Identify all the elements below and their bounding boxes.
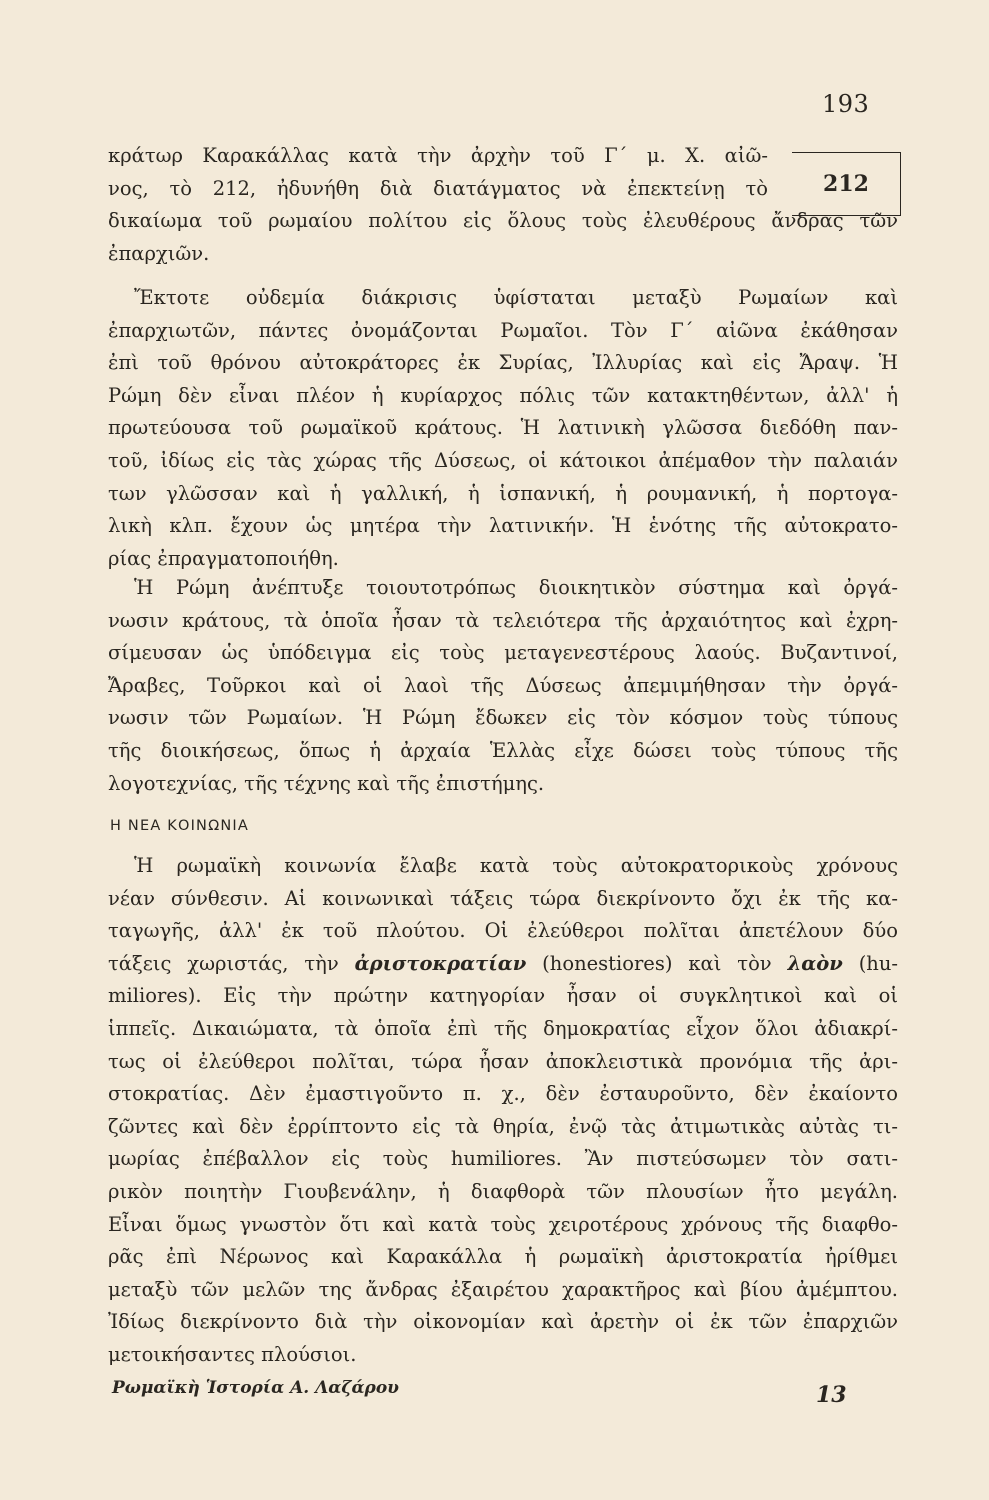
text-line: miliores). Εἰς τὴν πρώτην κατηγορίαν ἦσαν οἱ συγκλητικοὶ καὶ οἱ: [108, 984, 898, 1008]
text-line: Ρώμη δὲν εἶναι πλέον ἡ κυρίαρχος πόλις τῶν κατακτηθέντων, ἀλλ' ἡ: [108, 383, 898, 407]
text-line: ἐπαρχιωτῶν, πάντες ὀνομάζονται Ρωμαῖοι. Τὸν Γ΄ αἰῶνα ἐκάθησαν: [108, 318, 898, 342]
text-line: Εἶναι ὅμως γνωστὸν ὅτι καὶ κατὰ τοὺς χειροτέρους χρόνους τῆς διαφθο-: [108, 1212, 898, 1236]
text-line: νος, τὸ 212, ἠδυνήθη διὰ διατάγματος νὰ ἐπεκτείνῃ τὸ: [108, 176, 768, 200]
paragraph-2: [108, 282, 898, 575]
text-line: Ἡ ρωμαϊκὴ κοινωνία ἔλαβε κατὰ τοὺς αὐτοκρατορικοὺς χρόνους: [134, 854, 898, 877]
text-line: λογοτεχνίας, τῆς τέχνης καὶ τῆς ἐπιστήμης.: [108, 771, 545, 795]
text-line: ζῶντες καὶ δὲν ἐρρίπτοντο εἰς τὰ θηρία, ἐνῷ τὰς ἀτιμωτικὰς αὐτὰς τι-: [108, 1114, 898, 1138]
paragraph-1-cont: [108, 205, 898, 270]
text-line: στοκρατίας. Δὲν ἐμαστιγοῦντο π. χ., δὲν ἐσταυροῦντο, δὲν ἐκαίοντο: [108, 1082, 898, 1106]
text-line: λικὴ κλπ. ἔχουν ὡς μητέρα τὴν λατινικήν. Ἡ ἑνότης τῆς αὐτοκρατο-: [108, 514, 898, 538]
text-run: τάξεις χωριστάς, τὴν: [108, 951, 355, 975]
text-line: νωσιν κράτους, τὰ ὁποῖα ἦσαν τὰ τελειότερα τῆς ἀρχαιότητος καὶ ἐχρη-: [108, 608, 898, 632]
text-line: ἱππεῖς. Δικαιώματα, τὰ ὁποῖα ἐπὶ τῆς δημοκρατίας εἶχον ὅλοι ἀδιακρί-: [108, 1016, 898, 1040]
text-line: πρωτεύουσα τοῦ ρωμαϊκοῦ κράτους. Ἡ λατινικὴ γλῶσσα διεδόθη παν-: [108, 416, 898, 440]
text-line: ρίας ἐπραγματοποιήθη.: [108, 546, 339, 570]
text-line: τῆς διοικήσεως, ὅπως ἡ ἀρχαία Ἑλλὰς εἶχε δώσει τοὺς τύπους τῆς: [108, 738, 898, 762]
text-line: τως οἱ ἐλεύθεροι πολῖται, τώρα ἦσαν ἀποκλειστικὰ προνόμια τῆς ἀρι-: [108, 1049, 898, 1073]
text-line: τοῦ, ἰδίως εἰς τὰς χώρας τῆς Δύσεως, οἱ κάτοικοι ἀπέμαθον τὴν παλαιάν: [108, 448, 898, 472]
text-line: σίμευσαν ὡς ὑπόδειγμα εἰς τοὺς μεταγενεστέρους λαούς. Βυζαντινοί,: [108, 641, 898, 665]
text-line: Ἔκτοτε οὐδεμία διάκρισις ὑφίσταται μεταξὺ Ρωμαίων καὶ: [134, 286, 898, 309]
section-heading: Η ΝΕΑ ΚΟΙΝΩΝΙΑ: [110, 818, 250, 834]
text-line: μωρίας ἐπέβαλλον εἰς τοὺς humiliores. Ἂν πιστεύσωμεν τὸν σατι-: [108, 1147, 898, 1171]
text-line: ταγωγῆς, ἀλλ' ἐκ τοῦ πλούτου. Οἱ ἐλεύθεροι πολῖται ἀπετέλουν δύο: [108, 919, 898, 943]
text-line: κράτωρ Καρακάλλας κατὰ τὴν ἀρχὴν τοῦ Γ΄ μ. Χ. αἰῶ-: [108, 144, 768, 167]
paragraph-1: [108, 140, 768, 205]
text-line: Ἄραβες, Τοῦρκοι καὶ οἱ λαοὶ τῆς Δύσεως ἀπεμιμήθησαν τὴν ὀργά-: [108, 673, 898, 697]
text-line: μεταξὺ τῶν μελῶν της ἄνδρας ἐξαιρέτου χαρακτῆρος καὶ βίου ἀμέμπτου.: [108, 1277, 898, 1301]
text-line: των γλῶσσαν καὶ ἡ γαλλική, ἡ ἱσπανική, ἡ ρουμανική, ἡ πορτογα-: [108, 481, 898, 505]
printer-signature-number: 13: [816, 1382, 847, 1408]
text-line: ρᾶς ἐπὶ Νέρωνος καὶ Καρακάλλα ἡ ρωμαϊκὴ ἀριστοκρατία ἠρίθμει: [108, 1245, 898, 1269]
text-line: Ἰδίως διεκρίνοντο διὰ τὴν οἰκονομίαν καὶ ἀρετὴν οἱ ἐκ τῶν ἐπαρχιῶν: [108, 1310, 898, 1334]
page-number: 193: [822, 90, 870, 118]
text-line-with-terms: [108, 948, 898, 981]
text-line: ρικὸν ποιητὴν Γιουβενάλην, ἡ διαφθορὰ τῶν πλουσίων ἦτο μεγάλη.: [108, 1179, 898, 1203]
text-line: μετοικήσαντες πλούσιοι.: [108, 1342, 357, 1366]
text-line: ἐπὶ τοῦ θρόνου αὐτοκράτορες ἐκ Συρίας, Ἰλλυρίας καὶ εἰς Ἄραψ. Ἡ: [108, 351, 898, 375]
footer-book-title: Ρωμαϊκὴ Ἱστορία Α. Λαζάρου: [112, 1378, 399, 1398]
text-line: ἐπαρχιῶν.: [108, 241, 210, 265]
text-line: Ἡ Ρώμη ἀνέπτυξε τοιουτοτρόπως διοικητικὸν σύστημα καὶ ὀργά-: [134, 576, 898, 599]
text-line: νέαν σύνθεσιν. Αἱ κοινωνικαὶ τάξεις τώρα διεκρίνοντο ὄχι ἐκ τῆς κα-: [108, 886, 898, 910]
paragraph-3: [108, 572, 898, 800]
text-line: νωσιν τῶν Ρωμαίων. Ἡ Ρώμη ἔδωκεν εἰς τὸν κόσμον τοὺς τύπους: [108, 706, 898, 730]
term-people: λαὸν: [787, 951, 843, 975]
margin-year-label: 212: [823, 171, 869, 197]
paragraph-4: [108, 850, 898, 1372]
text-line: δικαίωμα τοῦ ρωμαίου πολίτου εἰς ὅλους τοὺς ἐλευθέρους ἄνδρας τῶν: [108, 209, 898, 232]
text-run: (hu-: [842, 951, 899, 975]
term-aristocracy: ἀριστοκρατίαν: [354, 951, 527, 975]
text-run: (honestiores) καὶ τὸν: [526, 951, 788, 975]
